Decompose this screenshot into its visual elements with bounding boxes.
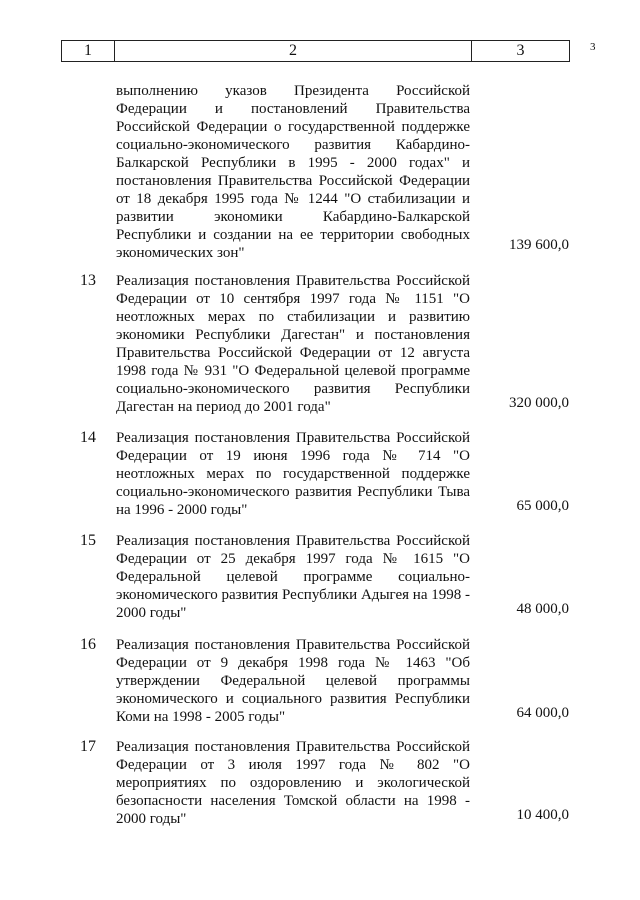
column-header-3: 3 xyxy=(516,42,525,59)
page-number: 3 xyxy=(590,41,596,53)
row-number: 14 xyxy=(80,429,96,446)
row-amount: 64 000,0 xyxy=(516,705,569,721)
row-description: Реализация постановления Правительства Российской Федерации от 3 июля 1997 года № 802 "О мероприятиях по оздоровлению и экологической безопасности населения Томской области на 1998 - 2000 годы" xyxy=(116,739,470,827)
row-amount: 320 000,0 xyxy=(509,395,569,411)
row-description: Реализация постановления Правительства Российской Федерации от 19 июня 1996 года № 714 "О неотложных мерах по государственной поддержке социально-экономического развития Республики Тыва на 1996 - 2000 годы" xyxy=(116,430,470,518)
column-header-row xyxy=(61,40,570,62)
row-description: выполнению указов Президента Российской Федерации и постановлений Правительства Российской Федерации о государственной поддержке социально-экономического развития Кабардино-Балкарской Республики в 1995 - 2000 годах" и постановления Правительства Российской Федерации от 18 декабря 1995 года № 1244 "О стабилизации и развитии экономики Кабардино-Балкарской Республики и создании на ее территории свободных экономических зон" xyxy=(116,83,470,261)
row-description: Реализация постановления Правительства Российской Федерации от 25 декабря 1997 года № 1615 "О Федеральной целевой программе социально-экономического развития Республики Адыгея на 1998 - 2000 годы" xyxy=(116,533,470,621)
row-description: Реализация постановления Правительства Российской Федерации от 9 декабря 1998 года № 1463 "Об утверждении Федеральной целевой программы экономического и социального развития Республики Коми на 1998 - 2005 годы" xyxy=(116,637,470,725)
row-amount: 139 600,0 xyxy=(509,237,569,253)
row-amount: 10 400,0 xyxy=(516,807,569,823)
column-header-1: 1 xyxy=(62,41,115,61)
row-description: Реализация постановления Правительства Российской Федерации от 10 сентября 1997 года № 1151 "О неотложных мерах по стабилизации и развитию экономики Республики Дагестан" и постановления Правительства Российской Федерации от 12 августа 1998 года № 931 "О Федеральной целевой программе социально-экономического развития Республики Дагестан на период до 2001 года" xyxy=(116,273,470,415)
row-number: 16 xyxy=(80,636,96,653)
column-header-2: 2 xyxy=(115,41,472,61)
row-number: 17 xyxy=(80,738,96,755)
row-number: 13 xyxy=(80,272,96,289)
row-amount: 65 000,0 xyxy=(516,498,569,514)
row-amount: 48 000,0 xyxy=(516,601,569,617)
row-number: 15 xyxy=(80,532,96,549)
